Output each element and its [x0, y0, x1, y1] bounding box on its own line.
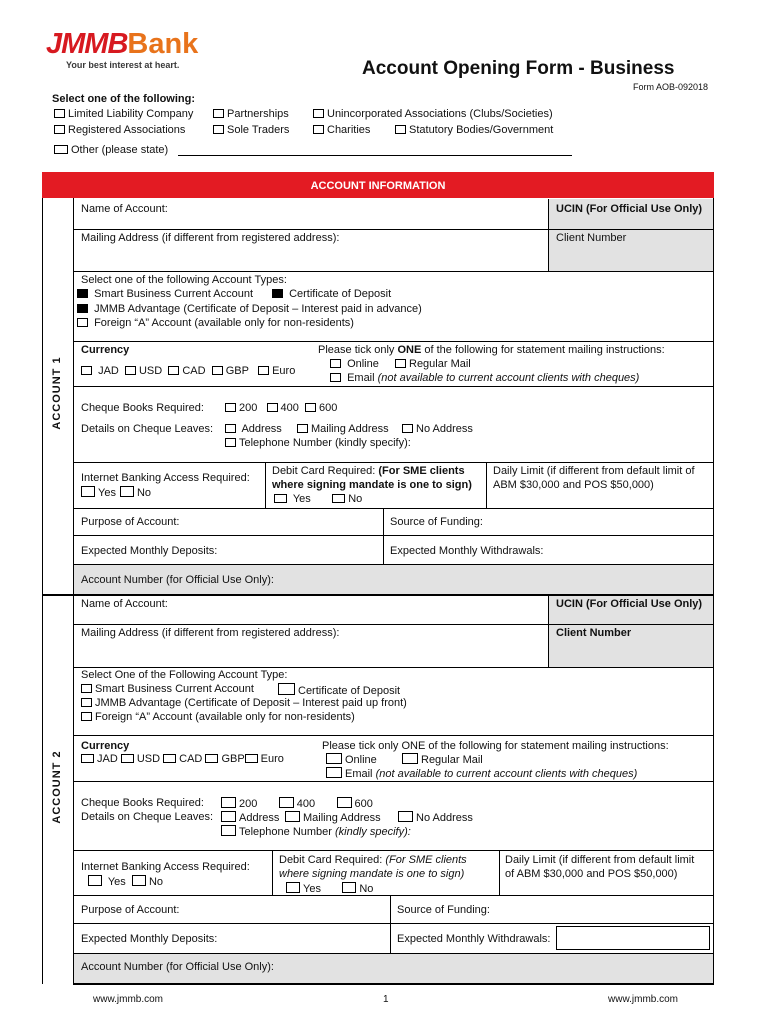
checkbox[interactable] — [337, 797, 352, 808]
checkbox[interactable] — [213, 125, 224, 134]
tagline: Your best interest at heart. — [66, 60, 180, 70]
checkbox[interactable] — [225, 403, 236, 412]
footer-link-right[interactable]: www.jmmb.com — [608, 994, 679, 1005]
checkbox[interactable] — [326, 767, 342, 778]
checkbox[interactable] — [313, 109, 324, 118]
row-line — [73, 781, 714, 782]
row-line — [73, 923, 714, 924]
checkbox[interactable] — [267, 403, 278, 412]
cheque-leaves-label: Details on Cheque Leaves: — [81, 423, 214, 435]
page-title: Account Opening Form - Business — [362, 58, 675, 79]
name-of-account: Name of Account: — [81, 598, 168, 610]
name-of-account: Name of Account: — [81, 203, 168, 215]
debit-card-note: where signing mandate is one to sign) — [272, 479, 472, 491]
cell-divider — [548, 199, 549, 271]
checkbox[interactable] — [77, 304, 88, 313]
cell-divider — [265, 462, 266, 508]
page-number: 1 — [383, 994, 389, 1005]
checkbox[interactable] — [212, 366, 223, 375]
funding-label: Source of Funding: — [397, 904, 490, 916]
checkbox[interactable] — [221, 797, 236, 808]
ucin-label: UCIN (For Official Use Only) — [556, 203, 703, 215]
checkbox[interactable] — [205, 754, 218, 763]
checkbox[interactable] — [297, 424, 308, 433]
debit-options[interactable]: Yes No — [274, 493, 362, 505]
checkbox[interactable] — [225, 424, 236, 433]
type-option[interactable]: JMMB Advantage (Certificate of Deposit – Interest paid up front) — [81, 697, 407, 709]
debit-card-note: where signing mandate is one to sign) — [279, 868, 465, 880]
ib-options[interactable]: Yes No — [81, 486, 151, 499]
checkbox[interactable] — [305, 403, 316, 412]
frame-right — [713, 198, 714, 984]
checkbox[interactable] — [245, 754, 258, 763]
checkbox[interactable] — [81, 684, 92, 693]
account-types-prompt: Select One of the Following Account Type: — [81, 669, 288, 681]
type-option[interactable]: Smart Business Current Account — [81, 683, 254, 695]
cell-divider — [383, 508, 384, 564]
checkbox[interactable] — [274, 494, 287, 503]
frame-left-2 — [42, 594, 43, 984]
checkbox[interactable] — [54, 125, 65, 134]
checkbox[interactable] — [326, 753, 342, 764]
deposits-label: Expected Monthly Deposits: — [81, 545, 218, 557]
checkbox[interactable] — [81, 486, 95, 497]
type-option[interactable]: Certificate of Deposit — [272, 288, 391, 300]
cheque-books-label: Cheque Books Required: — [81, 797, 204, 809]
statement-instructions: Please tick only ONE of the following for statement mailing instructions: — [322, 740, 669, 752]
entity-option-other[interactable]: Other (please state) — [54, 144, 168, 156]
stmt-online[interactable]: Online — [326, 753, 377, 766]
checkbox[interactable] — [279, 797, 294, 808]
checkbox[interactable] — [402, 424, 413, 433]
type-option[interactable]: Foreign “A” Account (available only for non-residents) — [81, 711, 355, 723]
internet-banking-label: Internet Banking Access Required: — [81, 472, 250, 484]
cheque-books-label: Cheque Books Required: — [81, 402, 204, 414]
purpose-label: Purpose of Account: — [81, 516, 180, 528]
entity-option[interactable]: Registered Associations — [54, 124, 185, 136]
leaf-no-address[interactable]: No Address — [398, 811, 473, 824]
checkbox[interactable] — [221, 825, 236, 836]
logo-bank: Bank — [127, 28, 199, 60]
logo-text: JMMB — [46, 28, 128, 60]
checkbox[interactable] — [163, 754, 176, 763]
row-line — [73, 229, 714, 230]
account-2-label: ACCOUNT 2 — [51, 750, 63, 824]
section-header: ACCOUNT INFORMATION — [42, 172, 714, 198]
cell-divider — [548, 596, 549, 667]
client-number: Client Number — [556, 232, 627, 244]
deposits-label: Expected Monthly Deposits: — [81, 933, 218, 945]
leaf-mailing[interactable]: Mailing Address — [297, 423, 389, 435]
checkbox[interactable] — [120, 486, 134, 497]
entity-option[interactable]: Charities — [313, 124, 370, 136]
entity-option[interactable]: Sole Traders — [213, 124, 289, 136]
internet-banking-label: Internet Banking Access Required: — [81, 861, 250, 873]
checkbox[interactable] — [168, 366, 179, 375]
cheque-options[interactable]: 200 400 600 — [225, 402, 337, 414]
form-number: Form AOB-092018 — [632, 82, 708, 92]
checkbox[interactable] — [132, 875, 146, 886]
type-option[interactable]: Foreign “A” Account (available only for non-residents) — [77, 317, 354, 329]
checkbox[interactable] — [395, 359, 406, 368]
daily-limit-label: Daily Limit (if different from default limit of — [493, 465, 695, 477]
cell-divider — [390, 895, 391, 953]
debit-options[interactable]: Yes No — [286, 882, 373, 895]
debit-card-label: Debit Card Required: (For SME clients — [279, 854, 467, 866]
daily-limit-label: Daily Limit (if different from default limit — [505, 854, 695, 866]
frame-left — [42, 198, 43, 594]
row-line — [73, 271, 714, 272]
checkbox[interactable] — [54, 145, 68, 154]
stmt-regular[interactable]: Regular Mail — [395, 358, 471, 370]
checkbox[interactable] — [121, 754, 134, 763]
account-1-label: ACCOUNT 1 — [51, 356, 63, 430]
row-line — [73, 850, 714, 851]
checkbox[interactable] — [286, 882, 300, 893]
checkbox[interactable] — [272, 289, 283, 298]
entity-option[interactable]: Limited Liability Company — [54, 108, 193, 120]
jmmb-bank-logo — [46, 30, 198, 70]
currency-options[interactable]: JAD USD CAD GBP Euro — [81, 753, 284, 765]
checkbox[interactable] — [77, 318, 88, 327]
ucin-label: UCIN (For Official Use Only) — [556, 598, 703, 610]
checkbox[interactable] — [81, 366, 92, 375]
checkbox[interactable] — [81, 754, 94, 763]
checkbox[interactable] — [81, 698, 92, 707]
row-line — [73, 462, 714, 463]
checkbox[interactable] — [332, 494, 345, 503]
funding-label: Source of Funding: — [390, 516, 483, 528]
cell-divider — [499, 850, 500, 895]
checkbox[interactable] — [77, 289, 88, 298]
bottom-border — [73, 983, 714, 985]
checkbox[interactable] — [313, 125, 324, 134]
statement-instructions: Please tick only ONE of the following for statement mailing instructions: — [318, 344, 665, 356]
row-line — [73, 386, 714, 387]
checkbox[interactable] — [342, 882, 356, 893]
stmt-email[interactable]: Email (not available to current account clients with cheques) — [330, 372, 639, 384]
row-line — [73, 735, 714, 736]
mailing-address: Mailing Address (if different from registered address): — [81, 232, 340, 244]
currency-label: Currency — [81, 344, 130, 356]
row-line — [73, 624, 714, 625]
debit-card-label: Debit Card Required: (For SME clients — [272, 465, 465, 477]
cell-divider — [486, 462, 487, 508]
entity-option[interactable]: Partnerships — [213, 108, 289, 120]
checkbox[interactable] — [395, 125, 406, 134]
daily-limit-note: ABM $30,000 and POS $50,000) — [493, 479, 654, 491]
other-input-line[interactable] — [178, 155, 572, 156]
checkbox[interactable] — [54, 109, 65, 118]
footer-link-left[interactable]: www.jmmb.com — [93, 994, 164, 1005]
entity-option[interactable]: Statutory Bodies/Government — [395, 124, 553, 136]
mailing-address: Mailing Address (if different from registered address): — [81, 627, 340, 639]
withdrawals-input[interactable] — [556, 926, 710, 950]
leaf-address[interactable]: Address — [221, 811, 279, 824]
stmt-online[interactable]: Online — [330, 358, 379, 370]
checkbox[interactable] — [221, 811, 236, 822]
daily-limit-note: of ABM $30,000 and POS $50,000) — [505, 868, 678, 880]
account-types-prompt: Select one of the following Account Types: — [81, 274, 287, 286]
checkbox[interactable] — [402, 753, 418, 764]
currency-label: Currency — [81, 740, 130, 752]
cheque-leaves-label: Details on Cheque Leaves: — [81, 811, 214, 823]
checkbox[interactable] — [330, 373, 341, 382]
row-line — [73, 535, 714, 536]
client-number: Client Number — [556, 627, 632, 639]
checkbox[interactable] — [213, 109, 224, 118]
leaf-telephone[interactable]: Telephone Number (kindly specify): — [225, 437, 411, 449]
stmt-regular[interactable]: Regular Mail — [402, 753, 483, 766]
checkbox[interactable] — [330, 359, 341, 368]
checkbox[interactable] — [258, 366, 269, 375]
type-option[interactable]: Smart Business Current Account — [77, 288, 253, 300]
row-line — [73, 667, 714, 668]
cell-divider — [272, 850, 273, 895]
ib-options[interactable]: Yes No — [88, 875, 163, 888]
row-line — [73, 895, 714, 896]
checkbox[interactable] — [81, 712, 92, 721]
entity-option[interactable]: Unincorporated Associations (Clubs/Societies) — [313, 108, 553, 120]
leaf-no-address[interactable]: No Address — [402, 423, 473, 435]
cheque-options[interactable]: 200 400 600 — [221, 797, 373, 810]
entity-prompt: Select one of the following: — [52, 93, 195, 105]
currency-options[interactable]: JAD USD CAD GBP Euro — [81, 365, 295, 377]
stmt-email[interactable]: Email (not available to current account clients with cheques) — [326, 767, 637, 780]
row-line — [73, 508, 714, 509]
checkbox[interactable] — [285, 811, 300, 822]
checkbox[interactable] — [225, 438, 236, 447]
purpose-label: Purpose of Account: — [81, 904, 180, 916]
leaf-address[interactable]: Address — [225, 423, 282, 435]
withdrawals-label: Expected Monthly Withdrawals: — [390, 545, 544, 557]
checkbox[interactable] — [125, 366, 136, 375]
account-number-label: Account Number (for Official Use Only): — [81, 574, 274, 586]
checkbox[interactable] — [398, 811, 413, 822]
checkbox[interactable] — [88, 875, 102, 886]
leaf-mailing[interactable]: Mailing Address — [285, 811, 381, 824]
leaf-telephone[interactable]: Telephone Number (kindly specify): — [221, 825, 411, 838]
type-option[interactable]: JMMB Advantage (Certificate of Deposit – Interest paid in advance) — [77, 303, 422, 315]
checkbox[interactable] — [278, 683, 295, 695]
withdrawals-label: Expected Monthly Withdrawals: — [397, 933, 551, 945]
type-option[interactable]: Certificate of Deposit — [278, 683, 400, 697]
row-line — [73, 341, 714, 342]
account-number-label: Account Number (for Official Use Only): — [81, 961, 274, 973]
